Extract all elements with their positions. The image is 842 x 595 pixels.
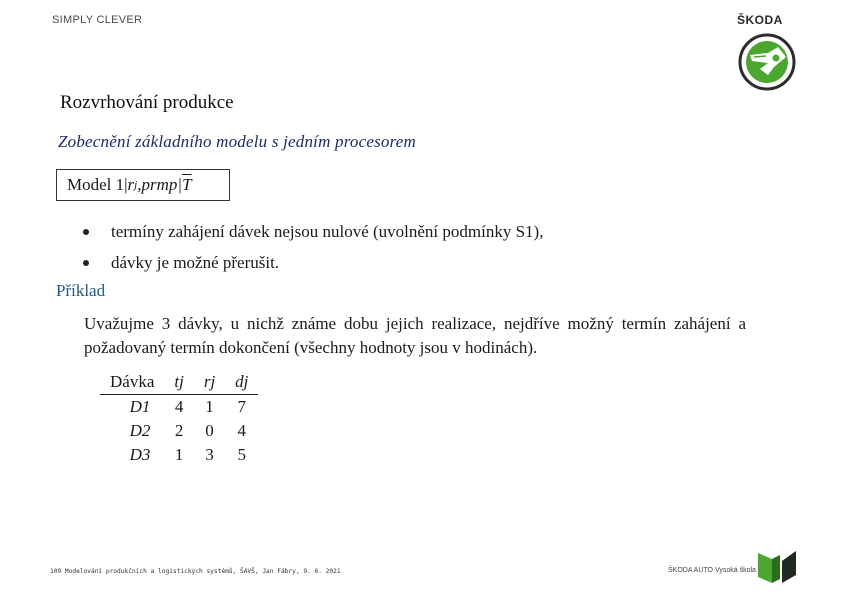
slide-subtitle: Zobecnění základního modelu s jedním procesorem bbox=[58, 132, 416, 151]
skoda-logo-icon bbox=[738, 33, 796, 91]
model-r: r bbox=[127, 175, 135, 194]
simply-clever-brand: SIMPLY CLEVER bbox=[52, 14, 143, 26]
slide-title: Rozvrhování produkce bbox=[60, 92, 234, 113]
header-rj: rj bbox=[203, 372, 216, 391]
skoda-school-corner-icon bbox=[758, 549, 796, 583]
bullet-list bbox=[83, 219, 543, 281]
jobs-table bbox=[100, 370, 258, 467]
header-davka: Dávka bbox=[110, 372, 155, 391]
table-cell: 0 bbox=[205, 421, 214, 440]
table-cell: D2 bbox=[129, 421, 151, 440]
bullet-text: dávky je možné přerušit. bbox=[111, 253, 280, 272]
table-cell: 5 bbox=[237, 445, 247, 464]
table-cell: 7 bbox=[237, 397, 247, 416]
table-cell: 4 bbox=[174, 397, 184, 416]
example-heading: Příklad bbox=[56, 281, 106, 300]
model-prefix: Model 1| bbox=[67, 175, 128, 194]
table-cell: 2 bbox=[174, 421, 184, 440]
bullet-dot-icon bbox=[83, 260, 89, 266]
table-row bbox=[100, 419, 258, 443]
footer-text: 109 Modelování produkčních a logistických systémů, ŠAVŠ, Jan Fábry, 9. 6. 2021 bbox=[50, 568, 341, 575]
list-item bbox=[83, 250, 543, 281]
table-cell: 1 bbox=[205, 397, 214, 416]
table-row bbox=[100, 395, 258, 420]
footer-school-name: ŠKODA AUTO Vysoká škola bbox=[668, 567, 756, 574]
bullet-text: termíny zahájení dávek nejsou nulové (uvolnění podmínky S1), bbox=[111, 222, 544, 241]
model-notation-box bbox=[56, 169, 230, 201]
model-t-bar: $\overline{T}$ bbox=[182, 175, 192, 194]
table-header-row bbox=[100, 370, 258, 395]
table-row bbox=[100, 443, 258, 467]
table-cell: 3 bbox=[205, 445, 214, 464]
skoda-wordmark: ŠKODA bbox=[737, 13, 783, 27]
model-middle: ,prmp| bbox=[137, 175, 183, 194]
header-tj: tj bbox=[174, 372, 184, 391]
table-cell: D3 bbox=[129, 445, 151, 464]
header-dj: dj bbox=[235, 372, 249, 391]
table-cell: D1 bbox=[129, 397, 151, 416]
table-cell: 1 bbox=[174, 445, 184, 464]
list-item bbox=[83, 219, 543, 250]
model-r-subscript: j bbox=[134, 179, 138, 191]
bullet-dot-icon bbox=[83, 229, 89, 235]
table-cell: 4 bbox=[237, 421, 247, 440]
example-paragraph: Uvažujme 3 dávky, u nichž známe dobu jejich realizace, nejdříve možný termín zahájení a požadovaný termín dokončení (všechny hodnoty jsou v hodinách). bbox=[84, 314, 746, 357]
